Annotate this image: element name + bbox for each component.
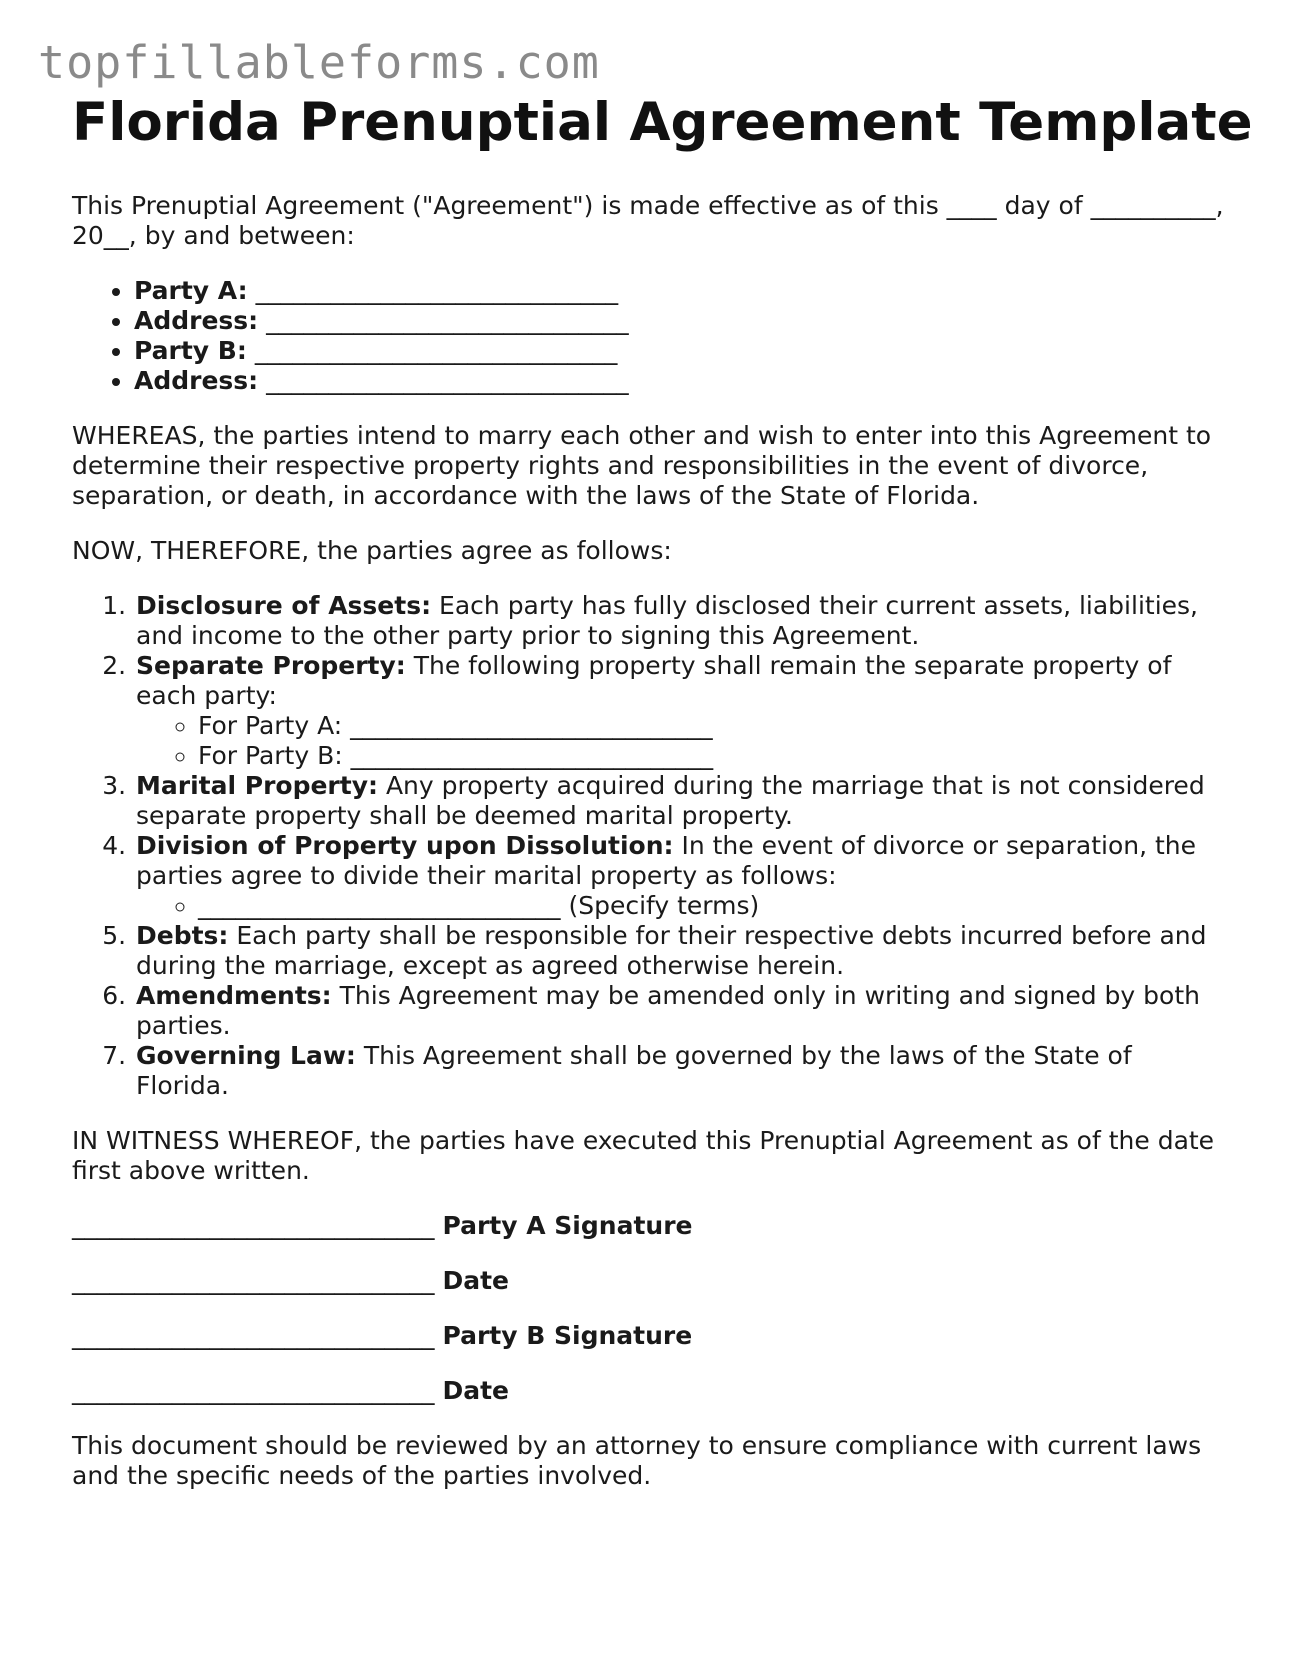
- term-item: [134, 1041, 1232, 1101]
- party-b-label: Party B:: [134, 336, 247, 365]
- separate-property-party-a[interactable]: ◦ For Party A: _____________________________: [198, 711, 1232, 741]
- party-b-signature-label: Party B Signature: [442, 1321, 693, 1350]
- term-heading: Amendments:: [136, 981, 332, 1010]
- party-a-address-blank[interactable]: _____________________________: [266, 306, 629, 335]
- term-item: [134, 771, 1232, 831]
- term-item: [134, 651, 1232, 771]
- term-text: In the event of divorce or separation, the parties agree to divide their marital property as follows:: [136, 831, 1197, 890]
- parties-list: [72, 276, 1232, 396]
- terms-list: [72, 591, 1232, 1101]
- term-heading: Governing Law:: [136, 1041, 356, 1070]
- party-b-item: [134, 336, 1232, 366]
- term-heading: Disclosure of Assets:: [136, 591, 432, 620]
- party-a-signature-label: Party A Signature: [442, 1211, 693, 1240]
- party-a-signature-blank[interactable]: _____________________________: [72, 1211, 435, 1240]
- document-page: [72, 88, 1253, 1516]
- party-a-date-label: Date: [442, 1266, 509, 1295]
- party-a-signature-line: [72, 1211, 1232, 1241]
- division-terms-sublist: [136, 891, 1232, 921]
- separate-property-sublist: [136, 711, 1232, 771]
- party-b-address-item: [134, 366, 1232, 396]
- term-text: The following property shall remain the separate property of each party:: [136, 651, 1172, 710]
- party-b-date-label: Date: [442, 1376, 509, 1405]
- party-b-blank[interactable]: _____________________________: [254, 336, 618, 365]
- term-text: This Agreement may be amended only in writing and signed by both parties.: [136, 981, 1200, 1040]
- party-a-item: [134, 276, 1232, 306]
- party-b-signature-blank[interactable]: _____________________________: [72, 1321, 435, 1350]
- party-b-address-label: Address:: [134, 366, 259, 395]
- term-item: [134, 981, 1232, 1041]
- page-title: Florida Prenuptial Agreement Template: [72, 92, 1253, 153]
- intro-paragraph: This Prenuptial Agreement ("Agreement") is made effective as of this ____ day of __________, 20__, by and between:: [72, 191, 1224, 250]
- term-heading: Marital Property:: [136, 771, 378, 800]
- whereas-paragraph: WHEREAS, the parties intend to marry each other and wish to enter into this Agreement to determine their respective property rights and responsibilities in the event of divorce, separation, or death, in accordance with the laws of the State of Florida.: [72, 421, 1212, 510]
- party-b-address-blank[interactable]: _____________________________: [266, 366, 629, 395]
- party-a-address-label: Address:: [134, 306, 259, 335]
- footer-note: This document should be reviewed by an attorney to ensure compliance with current laws and the specific needs of the parties involved.: [72, 1431, 1202, 1490]
- term-text: Any property acquired during the marriage that is not considered separate property shall be deemed marital property.: [136, 771, 1205, 830]
- party-a-address-item: [134, 306, 1232, 336]
- term-text: This Agreement shall be governed by the laws of the State of Florida.: [136, 1041, 1132, 1100]
- term-item: [134, 591, 1232, 651]
- party-b-date-blank[interactable]: _____________________________: [72, 1376, 435, 1405]
- division-terms-blank[interactable]: ◦ _____________________________ (Specify terms): [198, 891, 1232, 921]
- party-a-date-blank[interactable]: _____________________________: [72, 1266, 435, 1295]
- term-text: Each party shall be responsible for their respective debts incurred before and during the marriage, except as agreed otherwise herein.: [136, 921, 1207, 980]
- term-item: [134, 921, 1232, 981]
- party-a-label: Party A:: [134, 276, 248, 305]
- witness-paragraph: IN WITNESS WHEREOF, the parties have executed this Prenuptial Agreement as of the date first above written.: [72, 1126, 1215, 1185]
- watermark-text: topfillableforms.com: [38, 36, 600, 89]
- separate-property-party-b[interactable]: ◦ For Party B: _____________________________: [198, 741, 1232, 771]
- party-a-date-line: [72, 1266, 1232, 1296]
- party-a-blank[interactable]: _____________________________: [255, 276, 619, 305]
- term-item: [134, 831, 1232, 921]
- term-text: Each party has fully disclosed their current assets, liabilities, and income to the other party prior to signing this Agreement.: [136, 591, 1198, 650]
- party-b-date-line: [72, 1376, 1232, 1406]
- party-b-signature-line: [72, 1321, 1232, 1351]
- term-heading: Debts:: [136, 921, 229, 950]
- now-therefore-paragraph: NOW, THEREFORE, the parties agree as follows:: [72, 536, 672, 565]
- term-heading: Separate Property:: [136, 651, 406, 680]
- term-heading: Division of Property upon Dissolution:: [136, 831, 674, 860]
